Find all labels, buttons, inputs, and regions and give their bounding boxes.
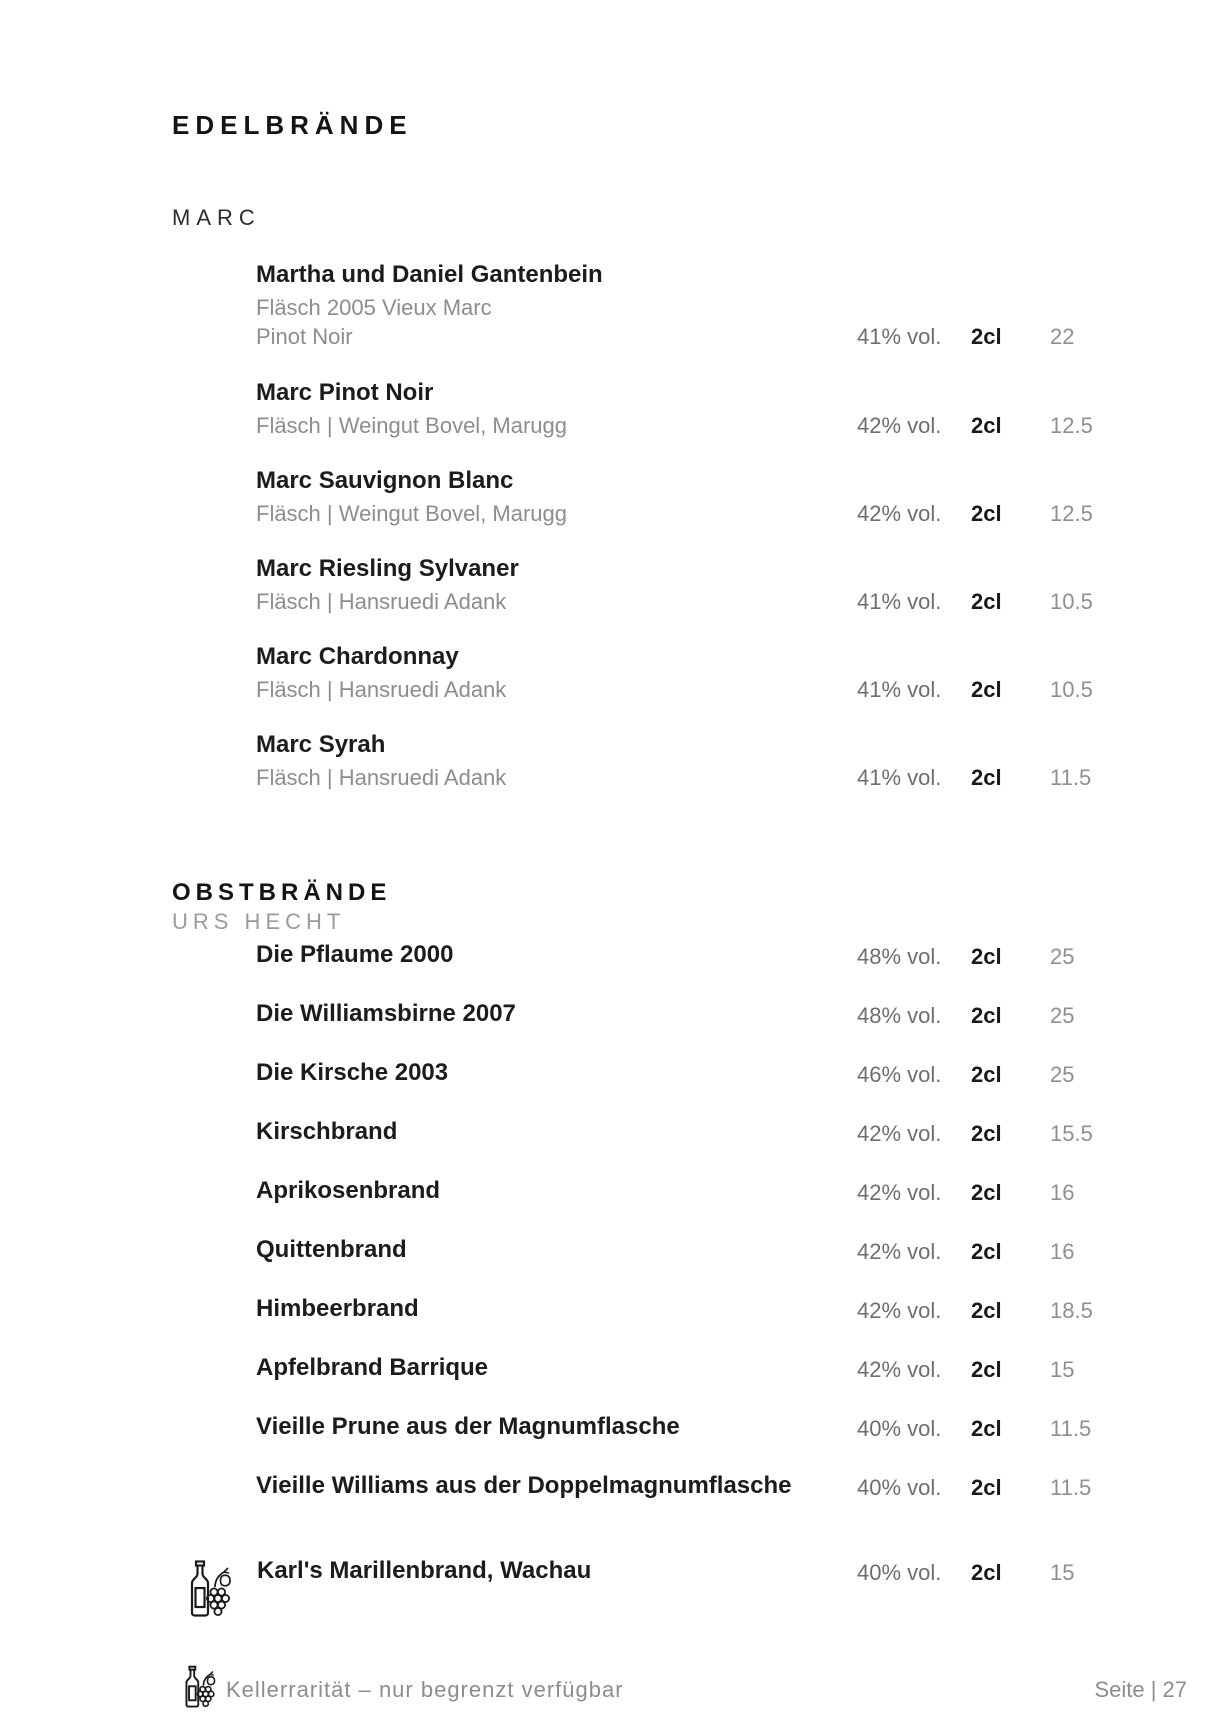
price-value: 15 xyxy=(1050,1560,1075,1585)
serving-size: 2cl xyxy=(971,944,1002,969)
item-row xyxy=(0,940,1222,970)
item-detail: Fläsch | Weingut Bovel, Marugg xyxy=(256,501,568,526)
price-value: 10.5 xyxy=(1050,677,1093,702)
item-name: Marc Sauvignon Blanc xyxy=(256,467,514,494)
item-detail: Pinot Noir xyxy=(256,324,353,349)
abv-value: 40% vol. xyxy=(857,1416,942,1441)
serving-size: 2cl xyxy=(971,324,1002,349)
item-row xyxy=(0,1471,1222,1501)
serving-size: 2cl xyxy=(971,1180,1002,1205)
serving-size: 2cl xyxy=(971,501,1002,526)
item-value-row xyxy=(0,588,1222,618)
price-value: 10.5 xyxy=(1050,589,1093,614)
price-value: 12.5 xyxy=(1050,413,1093,438)
item-name: Die Kirsche 2003 xyxy=(256,1059,449,1086)
abv-value: 41% vol. xyxy=(857,765,942,790)
serving-size: 2cl xyxy=(971,589,1002,614)
item-name: Die Williamsbirne 2007 xyxy=(256,1000,516,1027)
item-row xyxy=(0,1353,1222,1383)
item-name: Himbeerbrand xyxy=(256,1295,419,1322)
abv-value: 42% vol. xyxy=(857,501,942,526)
serving-size: 2cl xyxy=(971,1416,1002,1441)
price-value: 15 xyxy=(1050,1357,1075,1382)
item-value-row xyxy=(0,764,1222,794)
item-name: Aprikosenbrand xyxy=(256,1177,441,1204)
footer-note: Kellerrarität – nur begrenzt verfügbar xyxy=(226,1677,624,1702)
item-detail: Fläsch 2005 Vieux Marc xyxy=(256,295,492,320)
price-value: 15.5 xyxy=(1050,1121,1093,1146)
item-name: Vieille Prune aus der Magnumflasche xyxy=(256,1413,680,1440)
page-title: EDELBRÄNDE xyxy=(172,110,413,140)
abv-value: 42% vol. xyxy=(857,1180,942,1205)
item-row xyxy=(0,1176,1222,1206)
item-row xyxy=(0,1058,1222,1088)
serving-size: 2cl xyxy=(971,1298,1002,1323)
abv-value: 40% vol. xyxy=(857,1475,942,1500)
item-name: Apfelbrand Barrique xyxy=(256,1354,489,1381)
item-name: Vieille Williams aus der Doppelmagnumflasche xyxy=(256,1472,792,1499)
serving-size: 2cl xyxy=(971,1475,1002,1500)
item-name: Die Pflaume 2000 xyxy=(256,941,454,968)
abv-value: 42% vol. xyxy=(857,1357,942,1382)
item-detail: Fläsch | Weingut Bovel, Marugg xyxy=(256,413,568,438)
abv-value: 41% vol. xyxy=(857,589,942,614)
abv-value: 42% vol. xyxy=(857,1239,942,1264)
item-row xyxy=(0,1294,1222,1324)
price-value: 11.5 xyxy=(1050,1475,1092,1500)
serving-size: 2cl xyxy=(971,1357,1002,1382)
item-detail: Fläsch | Hansruedi Adank xyxy=(256,677,507,702)
price-value: 25 xyxy=(1050,944,1075,969)
item-value-row xyxy=(0,676,1222,706)
item-name: Karl's Marillenbrand, Wachau xyxy=(257,1557,592,1584)
item-row xyxy=(0,1117,1222,1147)
serving-size: 2cl xyxy=(971,1239,1002,1264)
item-name: Martha und Daniel Gantenbein xyxy=(256,261,603,288)
item-row xyxy=(0,1412,1222,1442)
abv-value: 42% vol. xyxy=(857,1121,942,1146)
abv-value: 48% vol. xyxy=(857,944,942,969)
serving-size: 2cl xyxy=(971,1560,1002,1585)
page-number: Seite | 27 xyxy=(1094,1677,1187,1702)
item-value-row xyxy=(0,500,1222,530)
price-value: 25 xyxy=(1050,1062,1075,1087)
serving-size: 2cl xyxy=(971,413,1002,438)
item-value-row xyxy=(0,412,1222,442)
abv-value: 48% vol. xyxy=(857,1003,942,1028)
price-value: 25 xyxy=(1050,1003,1075,1028)
price-value: 18.5 xyxy=(1050,1298,1093,1323)
item-name: Quittenbrand xyxy=(256,1236,407,1263)
price-value: 11.5 xyxy=(1050,1416,1092,1441)
price-value: 16 xyxy=(1050,1180,1075,1205)
item-row xyxy=(0,1556,1222,1586)
price-value: 11.5 xyxy=(1050,765,1092,790)
abv-value: 41% vol. xyxy=(857,324,942,349)
item-detail: Fläsch | Hansruedi Adank xyxy=(256,589,507,614)
section-subheading-urs-hecht: URS HECHT xyxy=(172,909,346,934)
serving-size: 2cl xyxy=(971,1121,1002,1146)
item-detail: Fläsch | Hansruedi Adank xyxy=(256,765,507,790)
bottle-grapes-icon xyxy=(182,1664,216,1710)
price-value: 22 xyxy=(1050,324,1075,349)
item-row xyxy=(0,999,1222,1029)
serving-size: 2cl xyxy=(971,1003,1002,1028)
abv-value: 41% vol. xyxy=(857,677,942,702)
abv-value: 42% vol. xyxy=(857,1298,942,1323)
item-name: Marc Riesling Sylvaner xyxy=(256,555,519,582)
item-row xyxy=(0,1235,1222,1265)
item-name: Marc Pinot Noir xyxy=(256,379,434,406)
abv-value: 40% vol. xyxy=(857,1560,942,1585)
serving-size: 2cl xyxy=(971,1062,1002,1087)
abv-value: 42% vol. xyxy=(857,413,942,438)
item-name: Marc Chardonnay xyxy=(256,643,459,670)
abv-value: 46% vol. xyxy=(857,1062,942,1087)
section-heading-marc: MARC xyxy=(172,205,261,230)
item-name: Kirschbrand xyxy=(256,1118,398,1145)
item-value-row xyxy=(0,323,1222,353)
section-heading-obstbraende: OBSTBRÄNDE xyxy=(172,879,392,906)
item-name: Marc Syrah xyxy=(256,731,386,758)
price-value: 12.5 xyxy=(1050,501,1093,526)
serving-size: 2cl xyxy=(971,677,1002,702)
price-value: 16 xyxy=(1050,1239,1075,1264)
serving-size: 2cl xyxy=(971,765,1002,790)
